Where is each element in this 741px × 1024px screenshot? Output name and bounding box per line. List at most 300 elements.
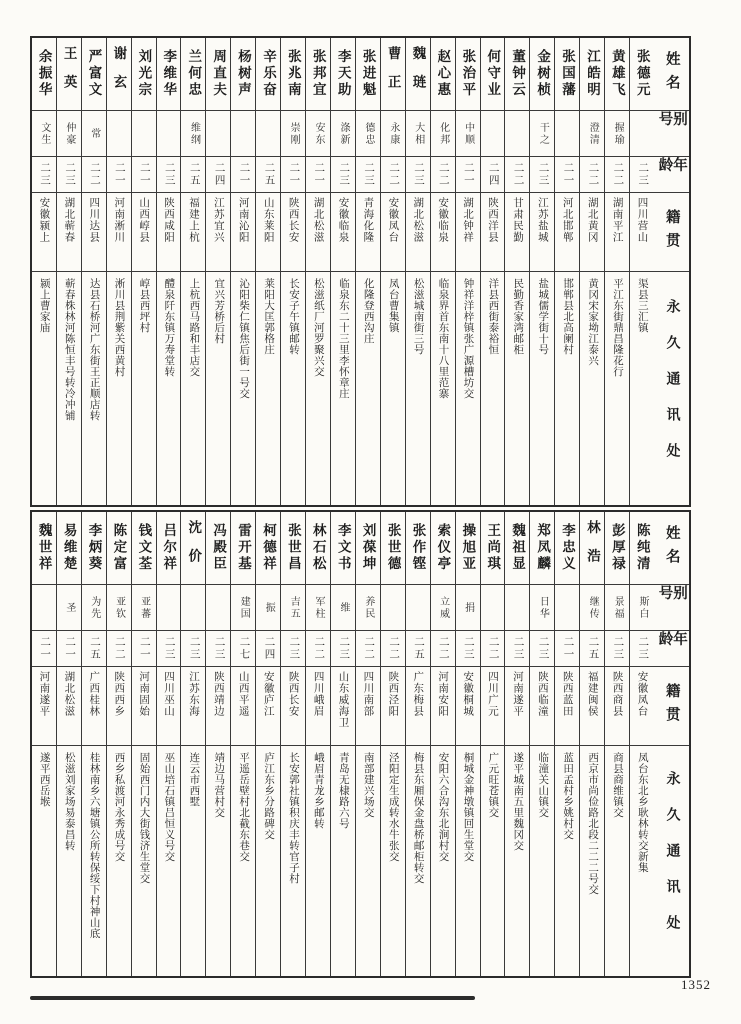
person-age: 二三 [163,162,175,187]
person-address: 达县石桥河广东街王正顺店转 [88,278,100,421]
address-cell [181,272,205,505]
alias-cell [356,111,380,157]
native-cell [456,667,480,746]
person-age: 二五 [263,162,275,187]
address-cell [331,746,355,976]
person-address: 醴泉阡东镇万寿堂转 [163,278,175,377]
person-age: 二五 [587,636,599,661]
person-name: 冯殿臣 [211,523,227,573]
person-native: 安徽庐江 [262,671,274,717]
native-cell [107,667,131,746]
person-column [205,512,230,976]
alias-cell [107,111,131,157]
name-cell [406,38,430,111]
person-age: 二五 [89,636,100,661]
age-cell [331,631,355,667]
age-cell [555,157,579,193]
person-native: 四川达县 [88,197,100,243]
person-name: 王尚琪 [485,523,501,573]
native-cell [555,193,579,272]
name-cell [82,38,106,111]
person-address: 桂林南乡六塘镇公所转保绥下村神山底 [88,752,100,939]
alias-cell [456,585,480,631]
person-column [305,38,330,505]
header-cell-name [654,38,689,111]
address-cell [256,272,280,505]
person-column [554,512,579,976]
person-address: 蓝田孟村乡姚村交 [562,752,574,840]
person-column [629,512,654,976]
person-column [554,38,579,505]
address-cell [306,272,330,505]
age-cell [481,631,505,667]
person-alias: 军柱 [313,595,325,620]
alias-cell [481,585,505,631]
alias-cell [406,111,430,157]
name-cell [206,38,230,111]
person-age: 二三 [188,636,200,661]
native-cell [306,667,330,746]
header-column [654,512,689,976]
person-age: 二一 [64,636,76,661]
person-address: 凤台曹集镇 [387,278,399,333]
person-column [380,38,405,505]
person-age: 二一 [113,162,125,187]
native-cell [630,193,654,272]
person-name: 张兆南 [285,49,301,99]
name-cell [555,512,579,585]
person-native: 河南安阳 [437,671,449,717]
person-alias: 吉五 [288,595,300,620]
age-cell [431,631,455,667]
person-column [180,512,205,976]
person-address: 连云市西墅 [188,752,200,807]
person-address: 渠县三汇镇 [636,278,648,333]
address-cell [181,746,205,976]
alias-cell [481,111,505,157]
person-name: 张作铿 [410,523,426,573]
age-cell [57,631,81,667]
native-cell [57,667,81,746]
person-address: 洋县西街泰裕恒 [487,278,499,355]
person-native: 河南遂平 [38,671,50,717]
person-age: 二二 [388,162,400,187]
name-cell [306,512,330,585]
person-alias: 亚蕃 [138,595,150,620]
person-column [180,38,205,505]
person-age: 二二 [363,636,375,661]
person-name: 彭厚禄 [609,523,625,573]
person-age: 二四 [263,636,275,661]
age-cell [306,157,330,193]
person-alias: 继传 [587,595,599,620]
person-alias: 亚钦 [113,595,125,620]
person-name: 余振华 [36,49,52,99]
age-cell [630,157,654,193]
name-cell [132,38,156,111]
alias-cell [331,111,355,157]
age-cell [381,631,405,667]
person-name: 张世德 [385,523,401,573]
person-age: 二三 [612,636,624,661]
person-column [255,512,280,976]
person-native: 陕西洋县 [487,197,499,243]
person-age: 二三 [637,636,649,661]
name-cell [481,38,505,111]
native-cell [356,193,380,272]
person-age: 二四 [213,162,225,187]
person-address: 临泉界首东南十八里范寨 [437,278,449,399]
person-native: 河南遂平 [511,671,523,717]
person-age: 二三 [537,636,549,661]
person-name: 林石松 [310,523,326,573]
person-age: 二五 [188,162,200,187]
age-cell [256,157,280,193]
address-cell [57,272,81,505]
person-name: 刘葆坤 [360,523,376,573]
person-alias: 化邦 [437,121,449,146]
person-name: 赵心惠 [435,49,451,99]
alias-cell [231,585,255,631]
header-label-native: 籍贯 [663,208,680,256]
native-cell [181,667,205,746]
person-age: 二一 [39,636,51,661]
age-cell [505,157,529,193]
header-label-age: 年龄 [656,157,687,181]
native-cell [406,193,430,272]
native-cell [281,193,305,272]
person-address: 化隆登西沟庄 [362,278,374,344]
address-cell [481,746,505,976]
person-address: 西乡私渡河永秀成号交 [113,752,125,862]
native-cell [32,193,56,272]
name-cell [306,38,330,111]
alias-cell [32,585,56,631]
person-column [430,512,455,976]
person-native: 安徽临泉 [337,197,349,243]
person-native: 四川南部 [362,671,374,717]
person-column [504,512,529,976]
person-column [355,38,380,505]
name-cell [57,512,81,585]
address-cell [206,272,230,505]
alias-cell [580,585,604,631]
person-alias: 养民 [362,595,374,620]
alias-cell [306,585,330,631]
person-column [330,512,355,976]
person-column [604,512,629,976]
native-cell [580,667,604,746]
person-column [106,38,131,505]
alias-cell [555,111,579,157]
person-native: 陕西商县 [611,671,623,717]
age-cell [181,631,205,667]
person-address: 巫山培石镇吕恒义号交 [163,752,175,862]
person-address: 民勤香家湾邮柜 [512,278,524,355]
person-column [579,512,604,976]
native-cell [231,193,255,272]
age-cell [381,157,405,193]
age-cell [32,631,56,667]
person-column [280,512,305,976]
person-column [305,512,330,976]
person-age: 二三 [637,162,649,187]
person-name: 张进魁 [360,49,376,99]
age-cell [231,157,255,193]
person-address: 梅县东厢保金盘桥邮柜转交 [412,752,424,884]
name-cell [431,512,455,585]
alias-cell [505,111,529,157]
alias-cell [256,585,280,631]
person-name: 陈定富 [111,523,127,573]
alias-cell [456,111,480,157]
age-cell [281,157,305,193]
alias-cell [381,585,405,631]
name-cell [231,512,255,585]
person-name: 李忠义 [560,523,576,573]
alias-cell [580,111,604,157]
person-age: 二三 [288,636,300,661]
person-native: 陕西长安 [287,197,299,243]
person-column [81,38,106,505]
address-cell [431,746,455,976]
alias-cell [206,585,230,631]
alias-cell [157,111,181,157]
person-column [455,512,480,976]
person-address: 松滋城南街三号 [412,278,424,355]
alias-cell [555,585,579,631]
person-column [504,38,529,505]
native-cell [381,193,405,272]
person-alias: 永康 [387,121,399,146]
address-cell [32,272,56,505]
header-label-age: 年龄 [656,631,687,655]
person-native: 甘肃民勤 [511,197,523,243]
age-cell [157,157,181,193]
header-cell-native [654,193,689,272]
person-native: 广东梅县 [412,671,424,717]
person-column [430,38,455,505]
age-cell [107,631,131,667]
name-cell [181,512,205,585]
person-name: 雷开基 [236,523,252,573]
name-cell [505,38,529,111]
native-cell [157,193,181,272]
person-address: 广元旺苍镇交 [487,752,499,818]
alias-cell [505,585,529,631]
person-name: 兰何忠 [186,49,202,99]
person-native: 湖北蕲春 [63,197,75,243]
address-cell [381,746,405,976]
person-address: 钟祥洋梓镇张广源槽坊交 [462,278,474,399]
person-column [480,512,505,976]
person-column [405,38,430,505]
person-column [131,512,156,976]
person-native: 广西桂林 [88,671,100,717]
alias-cell [406,585,430,631]
native-cell [456,193,480,272]
native-cell [605,667,629,746]
person-native: 福建上杭 [187,197,199,243]
person-name: 江皓明 [584,49,600,99]
header-label-address: 永久通讯处 [664,771,680,951]
name-cell [82,512,106,585]
person-address: 莱阳大匡郭格庄 [263,278,275,355]
age-cell [356,631,380,667]
name-cell [356,38,380,111]
page-number: 1352 [681,977,711,992]
person-name: 周直夫 [211,49,227,99]
person-name: 董钟云 [510,49,526,99]
person-column [32,38,56,505]
person-column [230,38,255,505]
native-cell [381,667,405,746]
person-name: 易维楚 [61,523,77,573]
address-cell [231,272,255,505]
name-cell [605,38,629,111]
person-alias: 握瑜 [612,121,624,146]
person-native: 山西平遥 [237,671,249,717]
person-alias: 大相 [412,121,424,146]
name-cell [281,38,305,111]
native-cell [281,667,305,746]
age-cell [456,631,480,667]
address-cell [456,272,480,505]
person-address: 遂平城南五里魏冈交 [512,752,524,851]
person-name: 曹正 [385,45,401,103]
native-cell [605,193,629,272]
age-cell [530,157,554,193]
person-alias: 立威 [437,595,449,620]
person-age: 二三 [64,162,76,187]
person-age: 二三 [363,162,375,187]
person-age: 二二 [113,636,125,661]
alias-cell [356,585,380,631]
address-cell [107,746,131,976]
person-alias: 涤新 [337,121,349,146]
name-cell [605,512,629,585]
native-cell [256,193,280,272]
name-cell [580,512,604,585]
native-cell [630,667,654,746]
person-age: 二二 [437,636,449,661]
person-native: 安徽颍上 [38,197,50,243]
address-cell [406,746,430,976]
person-age: 二二 [587,162,599,187]
header-label-alias: 别号 [656,111,687,135]
alias-cell [82,111,106,157]
alias-cell [256,111,280,157]
header-cell-address [654,272,689,505]
age-cell [206,157,230,193]
name-cell [281,512,305,585]
person-native: 山东威海卫 [337,671,349,729]
person-native: 陕西泾阳 [387,671,399,717]
age-cell [132,157,156,193]
alias-cell [157,585,181,631]
address-cell [107,272,131,505]
age-cell [456,157,480,193]
address-cell [530,272,554,505]
address-cell [605,746,629,976]
age-cell [580,157,604,193]
native-cell [57,193,81,272]
native-cell [331,667,355,746]
person-age: 二二 [512,162,524,187]
name-cell [57,38,81,111]
name-cell [157,512,181,585]
person-name: 张国藩 [560,49,576,99]
alias-cell [206,111,230,157]
person-address: 黄冈宋家坳江泰兴 [587,278,599,366]
address-cell [505,272,529,505]
native-cell [530,193,554,272]
person-column [380,512,405,976]
person-name: 吕尔祥 [161,523,177,573]
person-alias: 干之 [537,121,549,146]
address-cell [331,272,355,505]
native-cell [306,193,330,272]
person-column [629,38,654,505]
age-cell [406,631,430,667]
header-label-name: 姓名 [663,524,680,572]
person-native: 陕西西乡 [113,671,125,717]
age-cell [406,157,430,193]
native-cell [132,667,156,746]
address-cell [555,272,579,505]
person-native: 江苏宜兴 [212,197,224,243]
person-alias: 中顺 [462,121,474,146]
person-native: 四川营山 [636,197,648,243]
person-native: 山东莱阳 [262,197,274,243]
alias-cell [431,111,455,157]
address-cell [605,272,629,505]
person-alias: 为先 [88,595,100,620]
person-native: 四川峨眉 [312,671,324,717]
alias-cell [605,585,629,631]
native-cell [555,667,579,746]
native-cell [580,193,604,272]
person-column [156,512,181,976]
name-cell [555,38,579,111]
person-name: 魏祖显 [510,523,526,573]
header-cell-age [654,631,689,667]
age-cell [181,157,205,193]
person-age: 二一 [313,162,325,187]
native-cell [505,667,529,746]
person-column [480,38,505,505]
header-label-native: 籍贯 [663,682,680,730]
person-age: 二一 [562,162,574,187]
header-cell-name [654,512,689,585]
address-cell [281,272,305,505]
person-native: 湖北松滋 [412,197,424,243]
person-name: 李炳葵 [86,523,102,573]
person-column [529,38,554,505]
age-cell [555,631,579,667]
header-label-address: 永久通讯处 [664,298,680,479]
person-native: 安徽临泉 [437,197,449,243]
person-native: 安徽凤台 [636,671,648,717]
person-name: 钱文荃 [136,523,152,573]
person-alias: 崇刚 [288,121,300,146]
person-name: 何守业 [485,49,501,99]
person-native: 陕西长安 [287,671,299,717]
person-age: 二二 [437,162,449,187]
address-cell [132,746,156,976]
person-alias: 安东 [313,121,325,146]
name-cell [406,512,430,585]
